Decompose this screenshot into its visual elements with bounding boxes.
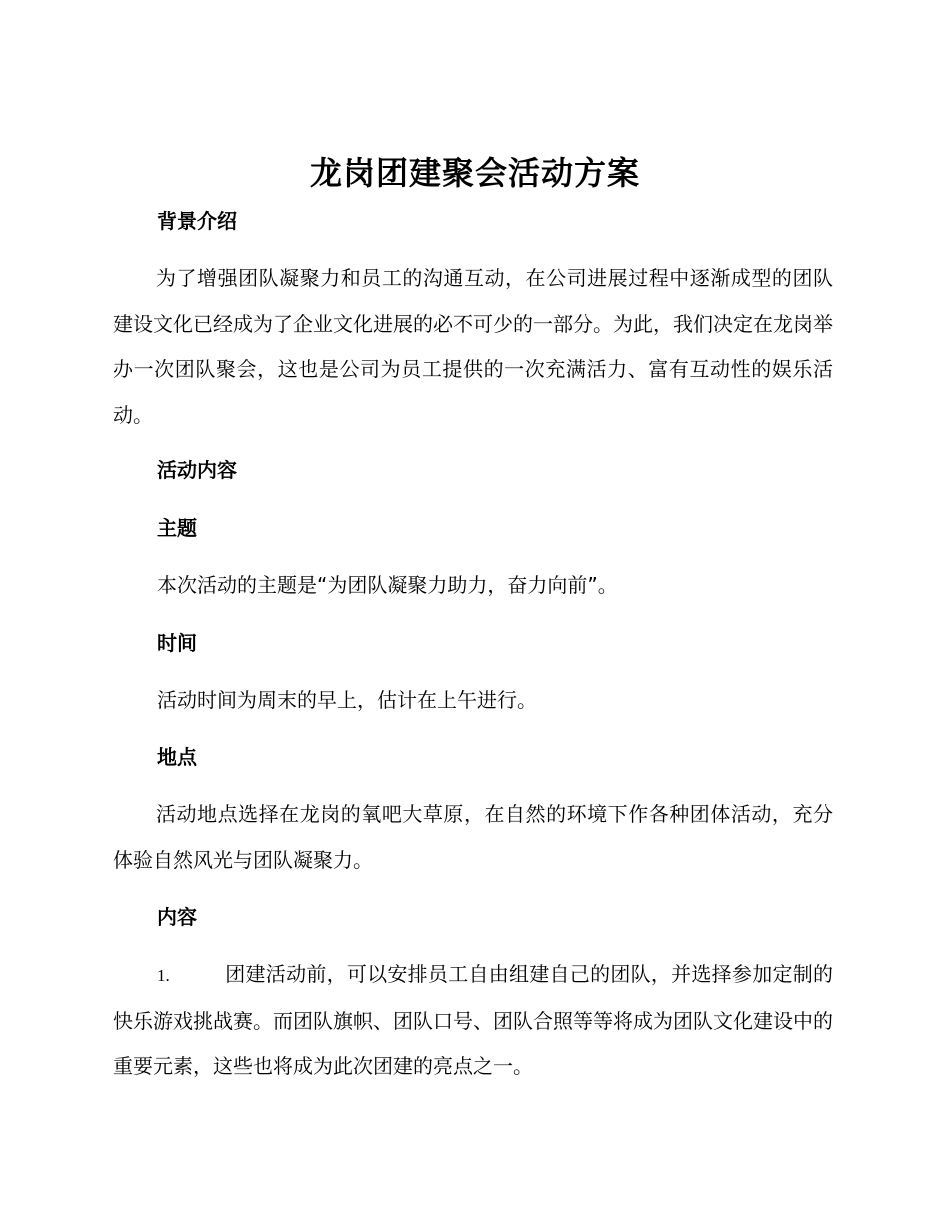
document-title: 龙岗团建聚会活动方案 bbox=[309, 154, 640, 192]
paragraph-background: 为了增强团队凝聚力和员工的沟通互动，在公司进展过程中逐渐成型的团队建设文化已经成为了企业文化进展的必不可少的一部分。为此，我们决定在龙岗举办一次团队聚会，这也是公司为员工提供的一次充满活力、富有互动性的娱乐活动。 bbox=[113, 266, 833, 427]
section-heading-time: 时间 bbox=[157, 631, 197, 655]
list-item-text: 团建活动前，可以安排员工自由组建自己的团队，并选择参加定制的快乐游戏挑战赛。而团队旗帜、团队口号、团队合照等等将成为团队文化建设中的重要元素，这些也将成为此次团建的亮点之一。 bbox=[113, 962, 833, 1078]
section-heading-location: 地点 bbox=[157, 745, 197, 769]
paragraph-theme: 本次活动的主题是“为团队凝聚力助力，奋力向前”。 bbox=[157, 573, 618, 597]
paragraph-location: 活动地点选择在龙岗的氧吧大草原，在自然的环境下作各种团体活动，充分体验自然风光与团队凝聚力。 bbox=[113, 802, 833, 872]
list-item-number: 1. bbox=[157, 966, 170, 985]
paragraph-time: 活动时间为周末的早上，估计在上午进行。 bbox=[157, 688, 537, 712]
section-heading-content: 内容 bbox=[157, 905, 197, 929]
section-heading-activity: 活动内容 bbox=[157, 458, 237, 482]
section-heading-background: 背景介绍 bbox=[157, 209, 237, 233]
section-heading-theme: 主题 bbox=[157, 516, 197, 540]
list-item bbox=[113, 952, 833, 1090]
